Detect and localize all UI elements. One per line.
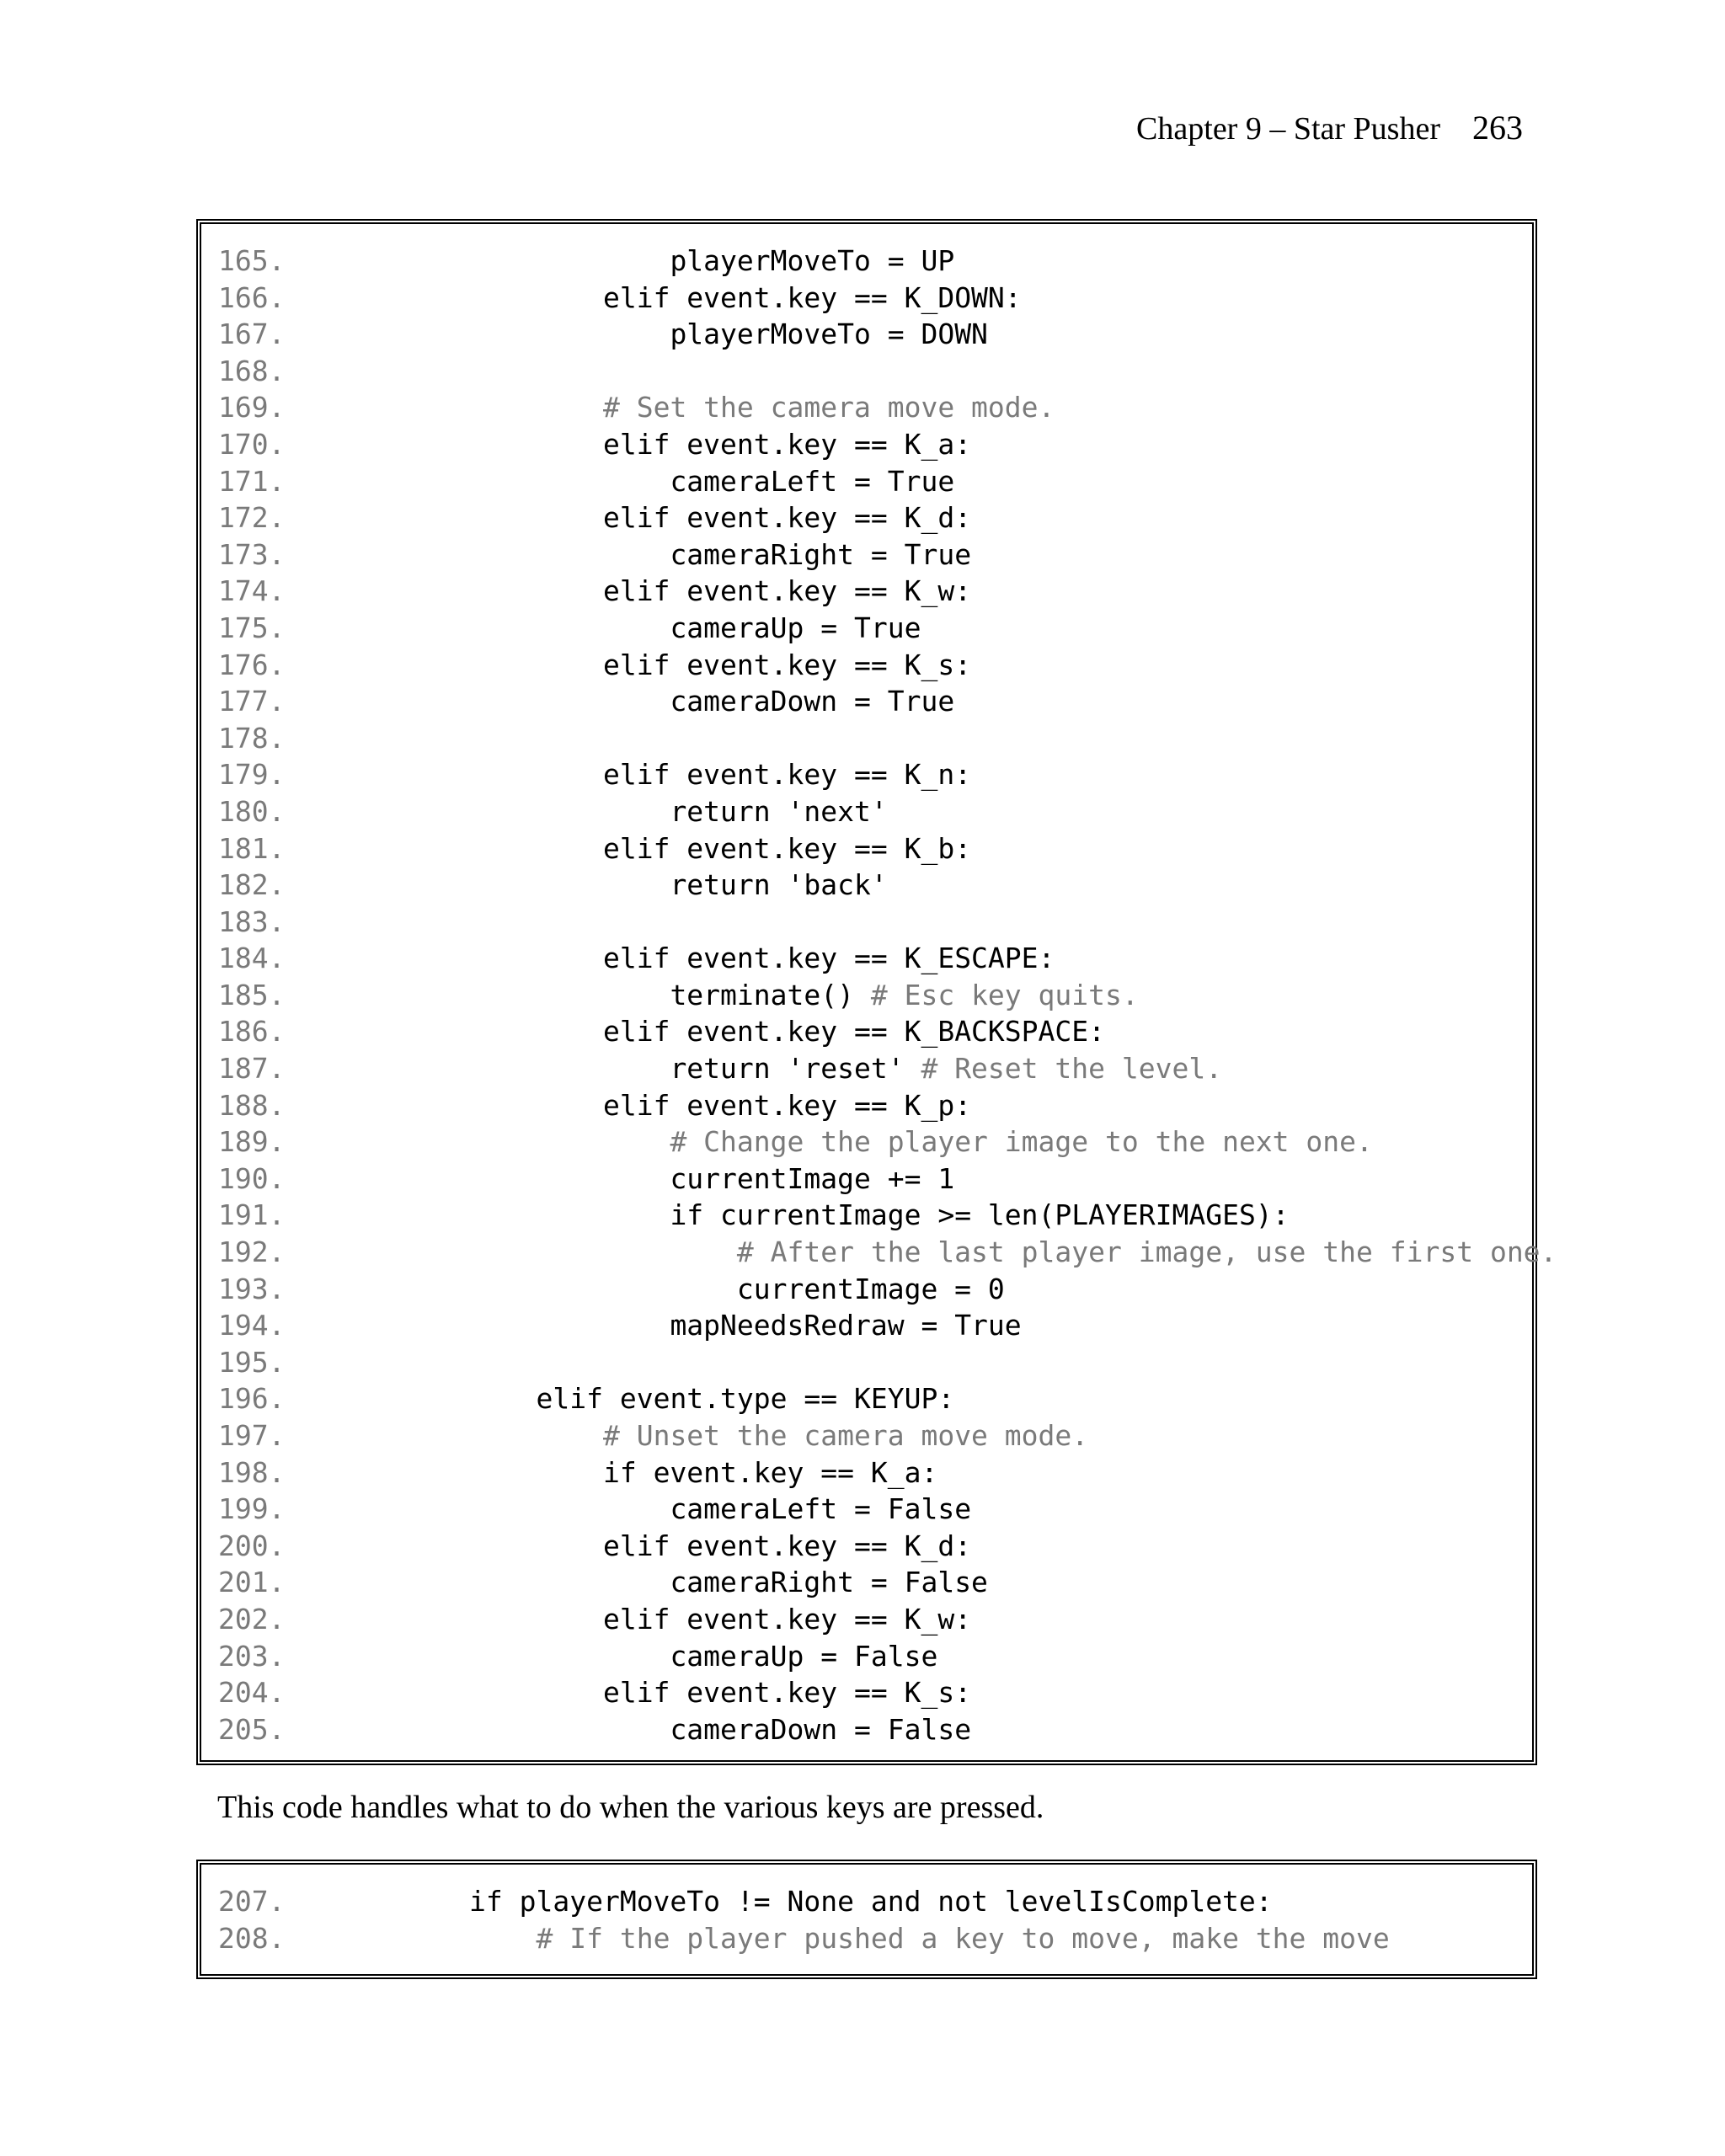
code-line xyxy=(201,830,1532,867)
code-comment: # Change the player image to the next one. xyxy=(670,1125,1373,1159)
code-line xyxy=(201,1087,1532,1124)
code-text xyxy=(218,1564,988,1601)
code-statement: elif event.key == K_d: xyxy=(602,501,972,535)
code-text xyxy=(218,1344,335,1381)
code-text xyxy=(218,1050,1222,1087)
code-comment: # If the player pushed a key to move, make the move xyxy=(536,1921,1390,1955)
code-text xyxy=(218,977,1139,1014)
code-line xyxy=(201,1711,1532,1748)
code-statement: elif event.type == KEYUP: xyxy=(536,1382,955,1416)
code-statement: currentImage = 0 xyxy=(736,1272,1005,1305)
code-text xyxy=(218,1601,971,1638)
code-statement: return 'back' xyxy=(670,868,888,902)
line-number: 172. xyxy=(218,501,286,535)
code-line xyxy=(201,1123,1532,1161)
code-statement: elif event.key == K_d: xyxy=(602,1529,972,1562)
code-line xyxy=(201,1674,1532,1711)
code-statement: elif event.key == K_s: xyxy=(602,648,972,681)
line-number: 204. xyxy=(218,1676,286,1710)
code-line xyxy=(201,1050,1532,1087)
line-number: 193. xyxy=(218,1272,286,1305)
code-text xyxy=(218,1307,1022,1344)
code-line xyxy=(201,756,1532,793)
code-text xyxy=(218,1883,1273,1920)
line-number: 196. xyxy=(218,1382,286,1416)
line-number: 189. xyxy=(218,1125,286,1159)
code-statement: return 'next' xyxy=(670,794,888,828)
line-number: 176. xyxy=(218,648,286,681)
line-number: 194. xyxy=(218,1309,286,1342)
code-line xyxy=(201,463,1532,500)
code-statement: elif event.key == K_n: xyxy=(602,758,972,792)
line-number: 179. xyxy=(218,758,286,792)
code-text xyxy=(218,1491,971,1528)
code-statement: playerMoveTo = UP xyxy=(670,244,955,277)
code-text xyxy=(218,1920,1390,1957)
code-line xyxy=(201,499,1532,536)
line-number: 170. xyxy=(218,427,286,461)
line-number: 173. xyxy=(218,537,286,571)
code-text xyxy=(218,720,335,757)
code-listing-2 xyxy=(196,1860,1537,1979)
code-text xyxy=(218,1197,1290,1234)
code-text xyxy=(218,1454,937,1492)
code-line xyxy=(201,647,1532,684)
line-number: 191. xyxy=(218,1198,286,1232)
code-text xyxy=(218,683,954,720)
line-number: 185. xyxy=(218,978,286,1011)
code-line xyxy=(201,1344,1532,1381)
line-number: 177. xyxy=(218,685,286,718)
code-line xyxy=(201,316,1532,353)
code-comment: # Esc key quits. xyxy=(870,978,1139,1011)
code-statement: elif event.key == K_p: xyxy=(602,1088,972,1122)
line-number: 199. xyxy=(218,1492,286,1526)
code-text xyxy=(218,904,335,941)
line-number: 200. xyxy=(218,1529,286,1562)
code-statement: elif event.key == K_ESCAPE: xyxy=(602,942,1055,975)
code-line xyxy=(201,1161,1532,1198)
line-number: 174. xyxy=(218,574,286,608)
code-statement: cameraLeft = True xyxy=(670,464,955,498)
code-statement: cameraRight = False xyxy=(670,1566,988,1599)
line-number: 187. xyxy=(218,1052,286,1086)
line-number: 169. xyxy=(218,391,286,424)
body-paragraph: This code handles what to do when the various keys are pressed. xyxy=(217,1790,1044,1825)
code-text xyxy=(218,389,1055,426)
code-text xyxy=(218,610,921,647)
line-number: 180. xyxy=(218,794,286,828)
line-number: 178. xyxy=(218,721,286,755)
code-statement: elif event.key == K_b: xyxy=(602,831,972,865)
code-text xyxy=(218,1234,1557,1271)
line-number: 166. xyxy=(218,280,286,314)
code-line xyxy=(201,573,1532,610)
code-line xyxy=(201,1528,1532,1565)
code-line xyxy=(201,977,1532,1014)
code-statement: cameraDown = False xyxy=(670,1712,972,1746)
line-number: 165. xyxy=(218,244,286,277)
line-number: 195. xyxy=(218,1345,286,1379)
code-text xyxy=(218,499,971,536)
line-number: 203. xyxy=(218,1639,286,1673)
code-comment: # Set the camera move mode. xyxy=(602,391,1055,424)
code-line xyxy=(201,536,1532,574)
code-text xyxy=(218,830,971,867)
code-statement: currentImage += 1 xyxy=(670,1161,955,1195)
line-number: 183. xyxy=(218,905,286,938)
code-statement: elif event.key == K_DOWN: xyxy=(602,280,1022,314)
code-line xyxy=(201,1417,1532,1454)
code-statement: return 'reset' xyxy=(670,1052,921,1086)
code-statement: cameraDown = True xyxy=(670,685,955,718)
line-number: 167. xyxy=(218,318,286,351)
code-line xyxy=(201,1307,1532,1344)
code-text xyxy=(218,573,971,610)
line-number: 208. xyxy=(218,1921,286,1955)
code-text xyxy=(218,756,971,793)
code-line xyxy=(201,793,1532,830)
code-comment: # After the last player image, use the first one. xyxy=(736,1235,1557,1269)
line-number: 201. xyxy=(218,1566,286,1599)
code-text xyxy=(218,1087,971,1124)
page-number: 263 xyxy=(1472,109,1523,147)
code-line xyxy=(201,1491,1532,1528)
code-line xyxy=(201,610,1532,647)
code-text xyxy=(218,1711,971,1748)
code-line xyxy=(201,1271,1532,1308)
code-line xyxy=(201,1197,1532,1234)
code-text xyxy=(218,243,954,280)
code-text xyxy=(218,1380,954,1417)
code-statement: elif event.key == K_BACKSPACE: xyxy=(602,1015,1105,1049)
code-statement: terminate() xyxy=(670,978,871,1011)
code-listing-1 xyxy=(196,219,1557,1765)
code-text xyxy=(218,867,888,904)
code-text xyxy=(218,426,971,463)
code-line xyxy=(201,243,1532,280)
code-comment: # Reset the level. xyxy=(921,1052,1223,1086)
code-text xyxy=(218,1417,1088,1454)
code-line xyxy=(201,426,1532,463)
code-statement: if currentImage >= len(PLAYERIMAGES): xyxy=(670,1198,1290,1232)
code-text xyxy=(218,463,954,500)
code-text xyxy=(218,1013,1105,1050)
line-number: 186. xyxy=(218,1015,286,1049)
code-line xyxy=(201,1454,1532,1492)
code-text xyxy=(218,940,1055,977)
line-number: 184. xyxy=(218,942,286,975)
line-number: 190. xyxy=(218,1161,286,1195)
line-number: 168. xyxy=(218,354,286,387)
code-text xyxy=(218,793,888,830)
code-text xyxy=(218,1674,971,1711)
code-statement: mapNeedsRedraw = True xyxy=(670,1309,1022,1342)
code-line xyxy=(201,940,1532,977)
code-statement: if playerMoveTo != None and not levelIsComplete: xyxy=(469,1885,1273,1918)
code-line xyxy=(201,389,1532,426)
code-statement: cameraUp = True xyxy=(670,611,921,644)
chapter-title: Chapter 9 – Star Pusher xyxy=(1136,111,1440,147)
code-statement: playerMoveTo = DOWN xyxy=(670,318,988,351)
code-text xyxy=(218,647,971,684)
code-text xyxy=(218,1123,1373,1161)
code-text xyxy=(218,1528,971,1565)
code-text xyxy=(218,353,335,390)
code-line xyxy=(201,720,1532,757)
code-line xyxy=(201,867,1532,904)
code-line xyxy=(201,1601,1532,1638)
code-line xyxy=(201,1883,1532,1920)
code-line xyxy=(201,1920,1532,1957)
code-statement: elif event.key == K_w: xyxy=(602,574,972,608)
line-number: 205. xyxy=(218,1712,286,1746)
running-header xyxy=(1136,108,1523,149)
line-number: 181. xyxy=(218,831,286,865)
code-line xyxy=(201,280,1532,317)
code-line xyxy=(201,1234,1557,1271)
code-statement: cameraLeft = False xyxy=(670,1492,972,1526)
code-comment: # Unset the camera move mode. xyxy=(602,1419,1089,1452)
code-text xyxy=(218,1161,954,1198)
code-statement: elif event.key == K_a: xyxy=(602,427,972,461)
line-number: 197. xyxy=(218,1419,286,1452)
line-number: 207. xyxy=(218,1885,286,1918)
code-statement: elif event.key == K_w: xyxy=(602,1602,972,1636)
code-line xyxy=(201,1638,1532,1675)
code-statement: cameraRight = True xyxy=(670,537,972,571)
code-statement: cameraUp = False xyxy=(670,1639,938,1673)
line-number: 192. xyxy=(218,1235,286,1269)
line-number: 171. xyxy=(218,464,286,498)
code-text xyxy=(218,536,971,574)
code-line xyxy=(201,1564,1532,1601)
code-line xyxy=(201,353,1532,390)
line-number: 202. xyxy=(218,1602,286,1636)
code-text xyxy=(218,316,988,353)
code-statement: if event.key == K_a: xyxy=(602,1455,938,1489)
line-number: 175. xyxy=(218,611,286,644)
code-text xyxy=(218,1638,937,1675)
line-number: 182. xyxy=(218,868,286,902)
code-line xyxy=(201,904,1532,941)
line-number: 188. xyxy=(218,1088,286,1122)
code-line xyxy=(201,683,1532,720)
code-text xyxy=(218,280,1022,317)
code-line xyxy=(201,1380,1532,1417)
code-line xyxy=(201,1013,1532,1050)
line-number: 198. xyxy=(218,1455,286,1489)
code-statement: elif event.key == K_s: xyxy=(602,1676,972,1710)
code-text xyxy=(218,1271,1005,1308)
